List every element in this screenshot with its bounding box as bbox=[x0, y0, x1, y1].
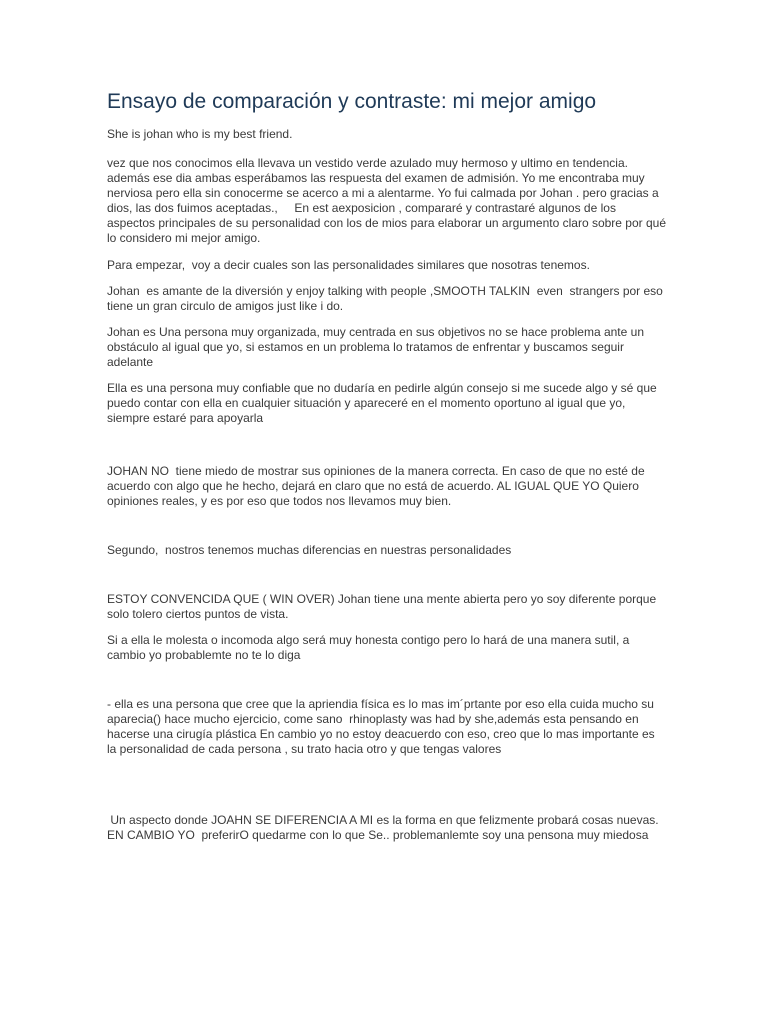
paragraph-differences-intro: Segundo, nostros tenemos muchas diferencias en nuestras personalidades bbox=[107, 543, 512, 557]
paragraph-opinions: JOHAN NO tiene miedo de mostrar sus opiniones de la manera correcta. En caso de que no esté de acuerdo con algo que he hecho, dejará en claro que no está de acuerdo. AL IGUAL QUE YO Quiero opiniones reales, y es por eso que todos nos llevamos muy bien. bbox=[107, 464, 648, 508]
paragraph-similarities-intro: Para empezar, voy a decir cuales son las personalidades similares que nosotras tenemos. bbox=[107, 258, 590, 272]
paragraph-intro: She is johan who is my best friend. bbox=[107, 127, 293, 141]
paragraph-first-meeting: vez que nos conocimos ella llevava un vestido verde azulado muy hermoso y ultimo en tendencia. además ese dia ambas esperábamos las respuesta del examen de admisión. Yo me encontraba muy nerviosa pero ella sin conocerme se acerco a mi a alentarme. Yo fui calmada por Johan . pero gracias a dios, las dos fuimos aceptadas., En est aexposicion , compararé y contrastaré algunos de los aspectos principales de su personalidad con los de mios para elaborar un argumento claro sobre por qué lo considero mi mejor amigo. bbox=[107, 156, 670, 245]
paragraph-appearance: - ella es una persona que cree que la apriendia física es lo mas im´prtante por eso ella cuida mucho su aparecia() hace mucho ejercicio, come sano rhinoplasty was had by she,además esta pensando en hacerse una cirugía plástica En cambio yo no estoy deacuerdo con eso, creo que lo mas importante es la personalidad de cada persona , su trato hacia otro y que tengas valores bbox=[107, 697, 658, 756]
paragraph-open-mind: ESTOY CONVENCIDA QUE ( WIN OVER) Johan tiene una mente abierta pero yo soy diferente porque solo tolero ciertos puntos de vista. bbox=[107, 592, 660, 621]
document-title: Ensayo de comparación y contraste: mi mejor amigo bbox=[107, 90, 597, 113]
paragraph-trustworthy: Ella es una persona muy confiable que no dudaría en pedirle algún consejo si me sucede algo y sé que puedo contar con ella en cualquier situación y apareceré en el momento oportuno al igual que yo, siempre estaré para apoyarla bbox=[107, 381, 661, 425]
paragraph-organized: Johan es Una persona muy organizada, muy centrada en sus objetivos no se hace problema ante un obstáculo al igual que yo, si estamos en un problema lo tratamos de enfrentar y buscamos seguir adelante bbox=[107, 325, 648, 369]
paragraph-honesty: Si a ella le molesta o incomoda algo será muy honesta contigo pero lo hará de una manera sutil, a cambio yo probablemte no te lo diga bbox=[107, 633, 633, 662]
document-page bbox=[107, 88, 670, 843]
paragraph-fun-loving: Johan es amante de la diversión y enjoy talking with people ,SMOOTH TALKIN even strangers por eso tiene un gran circulo de amigos just like i do. bbox=[107, 284, 667, 313]
paragraph-new-things: Un aspecto donde JOAHN SE DIFERENCIA A MI es la forma en que felizmente probará cosas nuevas. EN CAMBIO YO preferirO quedarme con lo que Se.. problemanlemte soy una pensona muy miedosa bbox=[107, 813, 662, 842]
